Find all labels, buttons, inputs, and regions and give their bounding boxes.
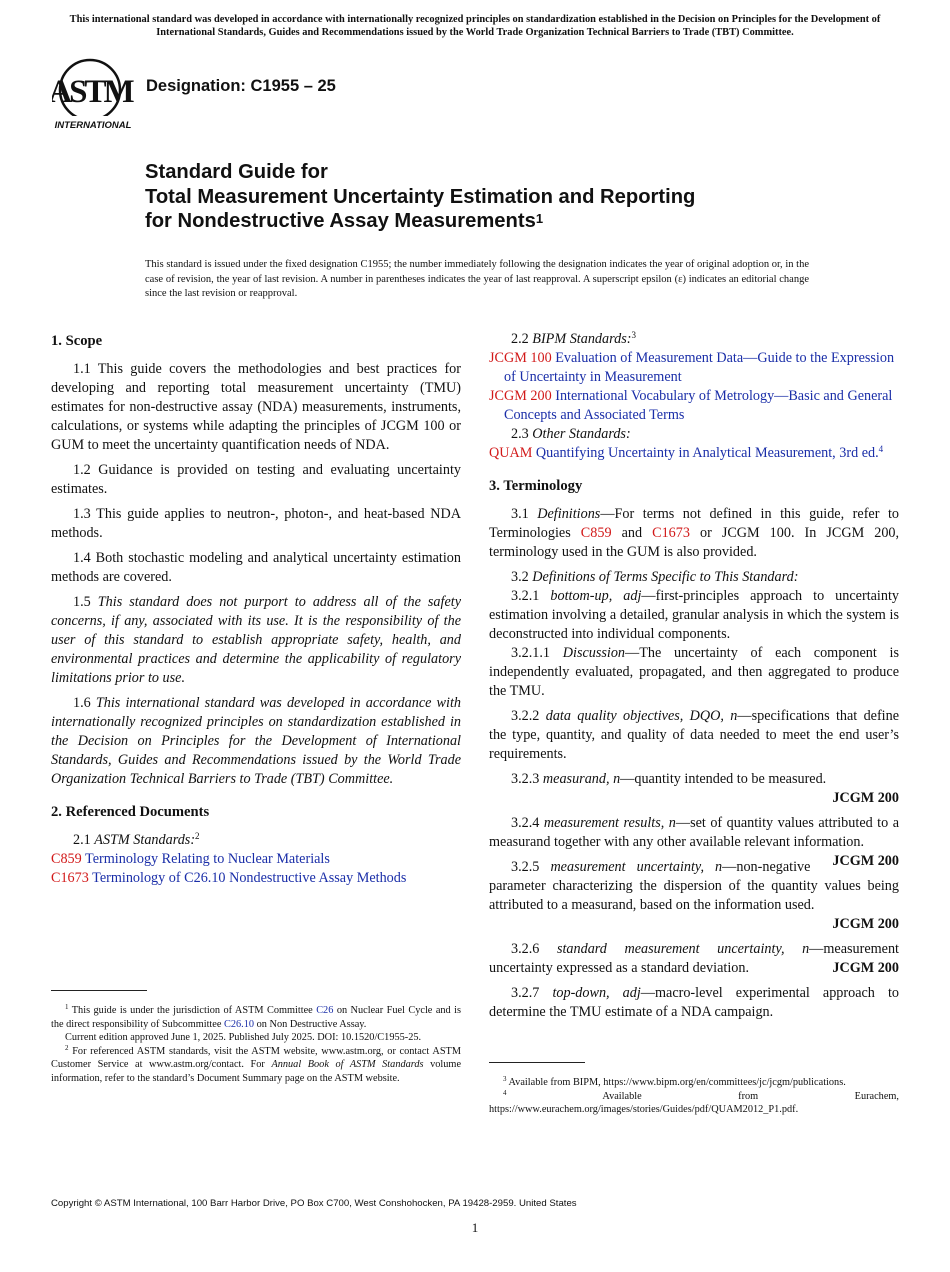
svg-text:INTERNATIONAL: INTERNATIONAL xyxy=(54,120,132,131)
source-jcgm200-3: JCGM 200 xyxy=(832,916,899,932)
footnotes-left xyxy=(51,1004,461,1086)
link-jcgm100[interactable]: JCGM 100 xyxy=(489,350,552,366)
ref-c859 xyxy=(51,850,461,869)
source-jcgm200-2: JCGM 200 xyxy=(832,853,899,869)
link-c1673[interactable]: C1673 xyxy=(51,870,89,886)
link-c859[interactable]: C859 xyxy=(51,851,82,867)
standard-issuance-note: This standard is issued under the fixed designation C1955; the number immediately following the designation indicates the year of original adoption or, in the case of revision, the year of last revision. A number in parentheses indicates the year of last reapproval. A superscript epsilon (ε) indicates an editorial change since the last revision or reapproval. xyxy=(145,259,809,299)
para-1-6: 1.6 This international standard was developed in accordance with internationally recognized principles on standardization established in the Decision on Principles for the Development of International Standards, Guides and Recommendations issued by the World Trade Organization Technical Barriers to Trade (TBT) Committee. xyxy=(51,695,461,787)
title-line-3: for Nondestructive Assay Measurements$^1$ xyxy=(145,210,544,232)
left-column xyxy=(51,332,461,888)
ref-jcgm200 xyxy=(489,387,899,425)
para-3-2-1-1: 3.2.1.1 Discussion—The uncertainty of each component is independently evaluated, propagated, and then aggregated to produce the TMU. xyxy=(489,645,900,699)
footnote-3: $^3$ Available from BIPM, https://www.bipm.org/en/committees/jc/jcgm/publications. xyxy=(503,1075,846,1088)
para-3-1: 3.1 Definitions—For terms not defined in this guide, refer to Terminologies C859 and C1673 or JCGM 100. In JCGM 200, terminology used in the GUM is also provided. xyxy=(489,506,900,560)
footnote-1: $^1$ This guide is under the jurisdiction of ASTM Committee C26 on Nuclear Fuel Cycle and is the direct responsibility of Subcommittee C26.10 on Non Destructive Assay. xyxy=(51,1003,462,1030)
para-3-2-5: 3.2.5 measurement uncertainty, n—non-negative parameter characterizing the dispersion of the quantity values being attributed to a measurand, based on the information used. JCGM 200 xyxy=(489,859,899,932)
para-3-2-7: 3.2.7 top-down, adj—macro-level experimental approach to determine the TMU estimate of a NDA campaign. xyxy=(489,985,900,1020)
copyright-notice: Copyright © ASTM International, 100 Barr Harbor Drive, PO Box C700, West Conshohocken, PA 19428-2959. United States xyxy=(51,1198,577,1209)
para-3-2-1: 3.2.1 bottom-up, adj—first-principles approach to uncertainty estimation involving a detailed, granular analysis in which the system is deconstructed into individual components. xyxy=(489,588,899,642)
document-title xyxy=(145,160,865,236)
top-notice: This international standard was developed in accordance with internationally recognized principles on standardization established in the Decision on Principles for the Development of International Standards, Guides and Recommendations issued by the World Trade Organization Technical Barriers to Trade (TBT) Committee. xyxy=(69,14,881,38)
ref-quam: QUAM Quantifying Uncertainty in Analytical Measurement, 3rd ed.$^4$ xyxy=(489,444,884,461)
ref-c1673 xyxy=(51,869,461,888)
footnote-2: $^2$ For referenced ASTM standards, visit the ASTM website, www.astm.org, or contact ASTM Customer Service at www.astm.org/contact. For Annual Book of ASTM Standards volume information, refer to the standard’s Document Summary page on the ASTM website. xyxy=(51,1043,462,1084)
link-quam-title[interactable]: Quantifying Uncertainty in Analytical Measurement, 3rd ed. xyxy=(535,445,879,461)
para-1-4: 1.4 Both stochastic modeling and analytical uncertainty estimation methods are covered. xyxy=(51,550,461,585)
section-scope-heading: 1. Scope xyxy=(51,333,103,349)
footnote-1-edition: Current edition approved June 1, 2025. Published July 2025. DOI: 10.1520/C1955-25. xyxy=(65,1032,422,1044)
link-jcgm200-title[interactable]: International Vocabulary of Metrology—Basic and General Concepts and Associated Terms xyxy=(504,388,893,423)
designation: Designation: C1955 – 25 xyxy=(146,77,336,95)
footnote-divider-right xyxy=(489,1062,585,1063)
right-column xyxy=(489,330,899,1022)
para-2-3: 2.3 Other Standards: xyxy=(511,426,631,442)
title-line-1: Standard Guide for xyxy=(145,161,328,183)
para-1-1: 1.1 This guide covers the methodologies and best practices for developing and reporting total measurement uncertainty (TMU) estimates for non-destructive assay (NDA) measurements, instruments, calculations, or systems while adapting the principles of JCGM 100 or GUM to meet the uncertainty quantification needs of NDA. xyxy=(51,361,461,453)
section-refdocs-heading: 2. Referenced Documents xyxy=(51,804,210,820)
astm-logo-icon xyxy=(52,56,134,132)
para-3-2-2: 3.2.2 data quality objectives, DQO, n—specifications that define the type, quantity, and quality of data needed to meet the end user’s requirements. xyxy=(489,708,900,762)
para-1-2: 1.2 Guidance is provided on testing and evaluating uncertainty estimates. xyxy=(51,462,461,497)
ref-jcgm100 xyxy=(489,349,899,387)
para-2-1: 2.1 ASTM Standards:$^2$ xyxy=(73,831,200,848)
link-c859-title[interactable]: Terminology Relating to Nuclear Materials xyxy=(85,851,330,867)
link-committee-c26[interactable]: C26 xyxy=(316,1005,334,1016)
svg-text:ASTM: ASTM xyxy=(52,74,132,110)
link-c1673-title[interactable]: Terminology of C26.10 Nondestructive Assay Methods xyxy=(92,870,407,886)
para-3-2-3: 3.2.3 measurand, n—quantity intended to be measured. JCGM 200 xyxy=(489,770,899,808)
source-jcgm200-1: JCGM 200 xyxy=(832,790,899,806)
link-c859-inline[interactable]: C859 xyxy=(580,525,612,541)
para-3-2-6: 3.2.6 standard measurement uncertainty, n—measurement uncertainty expressed as a standard deviation. JCGM 200 xyxy=(489,941,899,976)
para-1-3: 1.3 This guide applies to neutron-, photon-, and heat-based NDA methods. xyxy=(51,506,461,541)
para-2-2: 2.2 BIPM Standards:$^3$ xyxy=(511,330,636,347)
para-3-2: 3.2 Definitions of Terms Specific to This Standard: xyxy=(511,569,799,585)
section-terminology-heading: 3. Terminology xyxy=(489,478,583,494)
footnotes-right xyxy=(489,1076,899,1117)
footnote-4: $^4$ Available from Eurachem, https://www.eurachem.org/images/stories/Guides/pdf/QUAM2012_P1.pdf. xyxy=(489,1088,899,1116)
title-line-2: Total Measurement Uncertainty Estimation and Reporting xyxy=(145,185,696,208)
para-3-2-4: 3.2.4 measurement results, n—set of quantity values attributed to a measurand together with any other available relevant information. JCGM 200 xyxy=(489,815,899,869)
link-jcgm100-title[interactable]: Evaluation of Measurement Data—Guide to the Expression of Uncertainty in Measurement xyxy=(504,350,895,385)
title-footnote-mark: 1 xyxy=(535,211,544,226)
link-c1673-inline[interactable]: C1673 xyxy=(652,525,690,541)
footnote-divider-left xyxy=(51,990,147,991)
link-quam[interactable]: QUAM xyxy=(489,445,533,461)
para-1-5: 1.5 This standard does not purport to address all of the safety concerns, if any, associated with its use. It is the responsibility of the user of this standard to establish appropriate safety, health, and environmental practices and determine the applicability of regulatory limitations prior to use. xyxy=(51,594,461,686)
link-subcommittee-c2610[interactable]: C26.10 xyxy=(224,1018,255,1030)
source-jcgm200-4: JCGM 200 xyxy=(832,960,899,976)
page-number: 1 xyxy=(471,1220,479,1235)
link-jcgm200[interactable]: JCGM 200 xyxy=(489,388,552,404)
